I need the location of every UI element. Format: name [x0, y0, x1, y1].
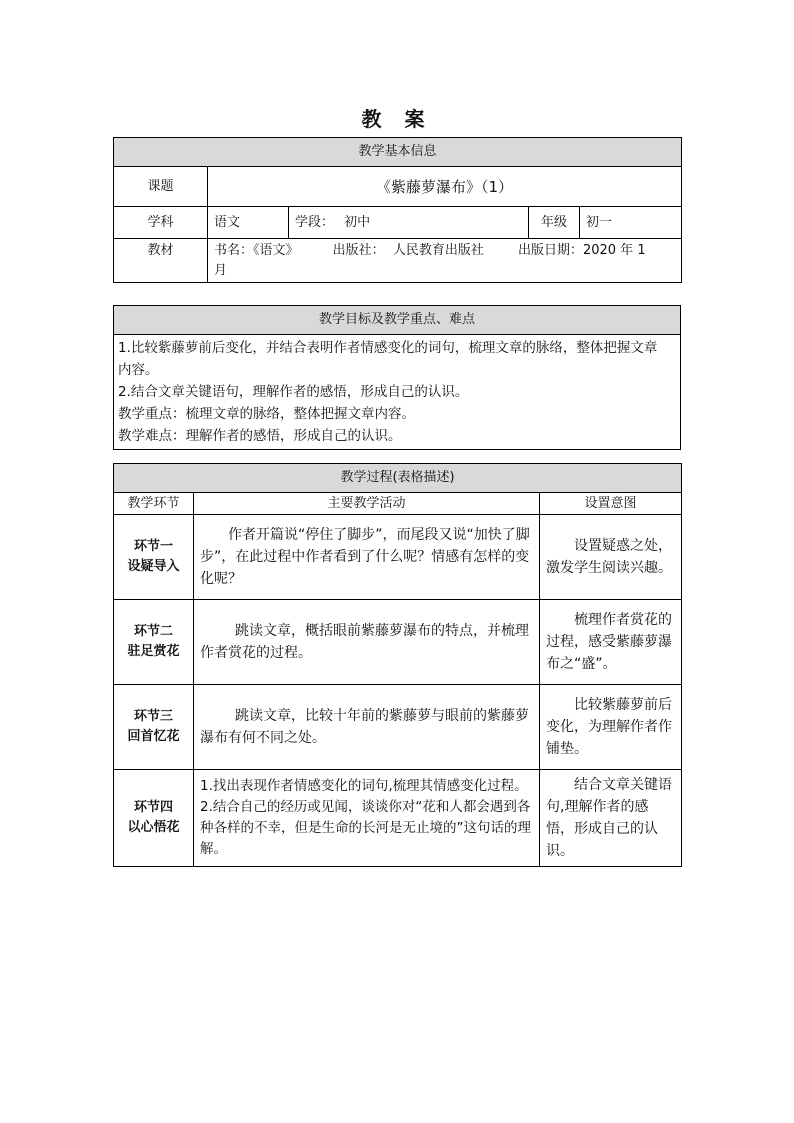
stage-cell	[114, 685, 194, 770]
stage-cell	[114, 600, 194, 685]
stage-value: 初中	[344, 214, 371, 230]
textbook-value	[208, 239, 682, 283]
intent-cell: 结合文章关键语句,理解作者的感悟，形成自己的认识。	[540, 770, 682, 867]
stage-title: 设疑导入	[127, 559, 180, 574]
stage-cell	[114, 515, 194, 600]
publish-date: 出版日期：2020 年 1	[517, 243, 646, 258]
grade-value: 初一	[580, 207, 682, 239]
activity-cell: 作者开篇说“停住了脚步”，而尾段又说“加快了脚步”，在此过程中作者看到了什么呢？情感有怎样的变化呢？	[194, 515, 540, 600]
difficult-point: 教学难点：理解作者的感悟，形成自己的认识。	[118, 428, 402, 444]
stage-number: 环节二	[133, 624, 173, 639]
course-value: 《紫藤萝瀑布》（1）	[208, 167, 682, 207]
stage-cell	[289, 207, 529, 239]
intent-cell: 设置疑惑之处，激发学生阅读兴趣。	[540, 515, 682, 600]
goals-header: 教学目标及教学重点、难点	[114, 306, 681, 335]
col-stage-header: 教学环节	[114, 493, 194, 515]
intent-cell: 梳理作者赏花的过程，感受紫藤萝瀑布之“盛”。	[540, 600, 682, 685]
subject-value: 语文	[208, 207, 289, 239]
basic-info-table	[113, 137, 682, 283]
table-row	[114, 685, 682, 770]
intent-cell: 比较紫藤萝前后变化，为理解作者作铺垫。	[540, 685, 682, 770]
activity-cell: 跳读文章，比较十年前的紫藤萝与眼前的紫藤萝瀑布有何不同之处。	[194, 685, 540, 770]
table-row	[114, 515, 682, 600]
subject-label: 学科	[114, 207, 208, 239]
stage-number: 环节四	[133, 800, 173, 815]
table-row	[114, 600, 682, 685]
course-label: 课题	[114, 167, 208, 207]
goals-table	[113, 305, 681, 450]
goals-body	[114, 335, 681, 450]
goal-line: 内容。	[118, 362, 159, 378]
stage-title: 以心悟花	[127, 820, 180, 835]
grade-label: 年级	[529, 207, 580, 239]
activity-item: 2.结合自己的经历或见闻，谈谈你对“花和人都会遇到各种各样的不幸，但是生命的长河是无止境的”这句话的理解。	[200, 799, 531, 857]
basic-info-header: 教学基本信息	[114, 138, 682, 167]
page-title: 教 案	[361, 107, 433, 131]
goal-line: 2.结合文章关键语句，理解作者的感悟，形成自己的认识。	[118, 384, 469, 400]
activity-cell: 跳读文章，概括眼前紫藤萝瀑布的特点，并梳理作者赏花的过程。	[194, 600, 540, 685]
stage-number: 环节三	[133, 709, 173, 724]
stage-label: 学段：	[295, 214, 335, 230]
goal-line: 1.比较紫藤萝前后变化，并结合表明作者情感变化的词句，梳理文章的脉络，整体把握文章	[118, 340, 658, 356]
process-header: 教学过程(表格描述)	[114, 464, 682, 493]
stage-cell	[114, 770, 194, 867]
col-intent-header: 设置意图	[540, 493, 682, 515]
key-point: 教学重点：梳理文章的脉络，整体把握文章内容。	[118, 406, 415, 422]
stage-title: 驻足赏花	[127, 644, 180, 659]
textbook-label: 教材	[114, 239, 208, 283]
activity-item: 1.找出表现作者情感变化的词句,梳理其情感变化过程。	[200, 778, 528, 794]
process-table	[113, 463, 682, 867]
stage-title: 回首忆花	[127, 729, 180, 744]
book-name: 书名：《语文》	[214, 243, 299, 258]
publish-date-cont: 月	[214, 263, 228, 278]
publisher-label: 出版社：	[332, 243, 385, 258]
col-activity-header: 主要教学活动	[194, 493, 540, 515]
activity-cell	[194, 770, 540, 867]
publisher-value: 人民教育出版社	[392, 243, 484, 258]
table-row	[114, 770, 682, 867]
stage-number: 环节一	[133, 539, 173, 554]
